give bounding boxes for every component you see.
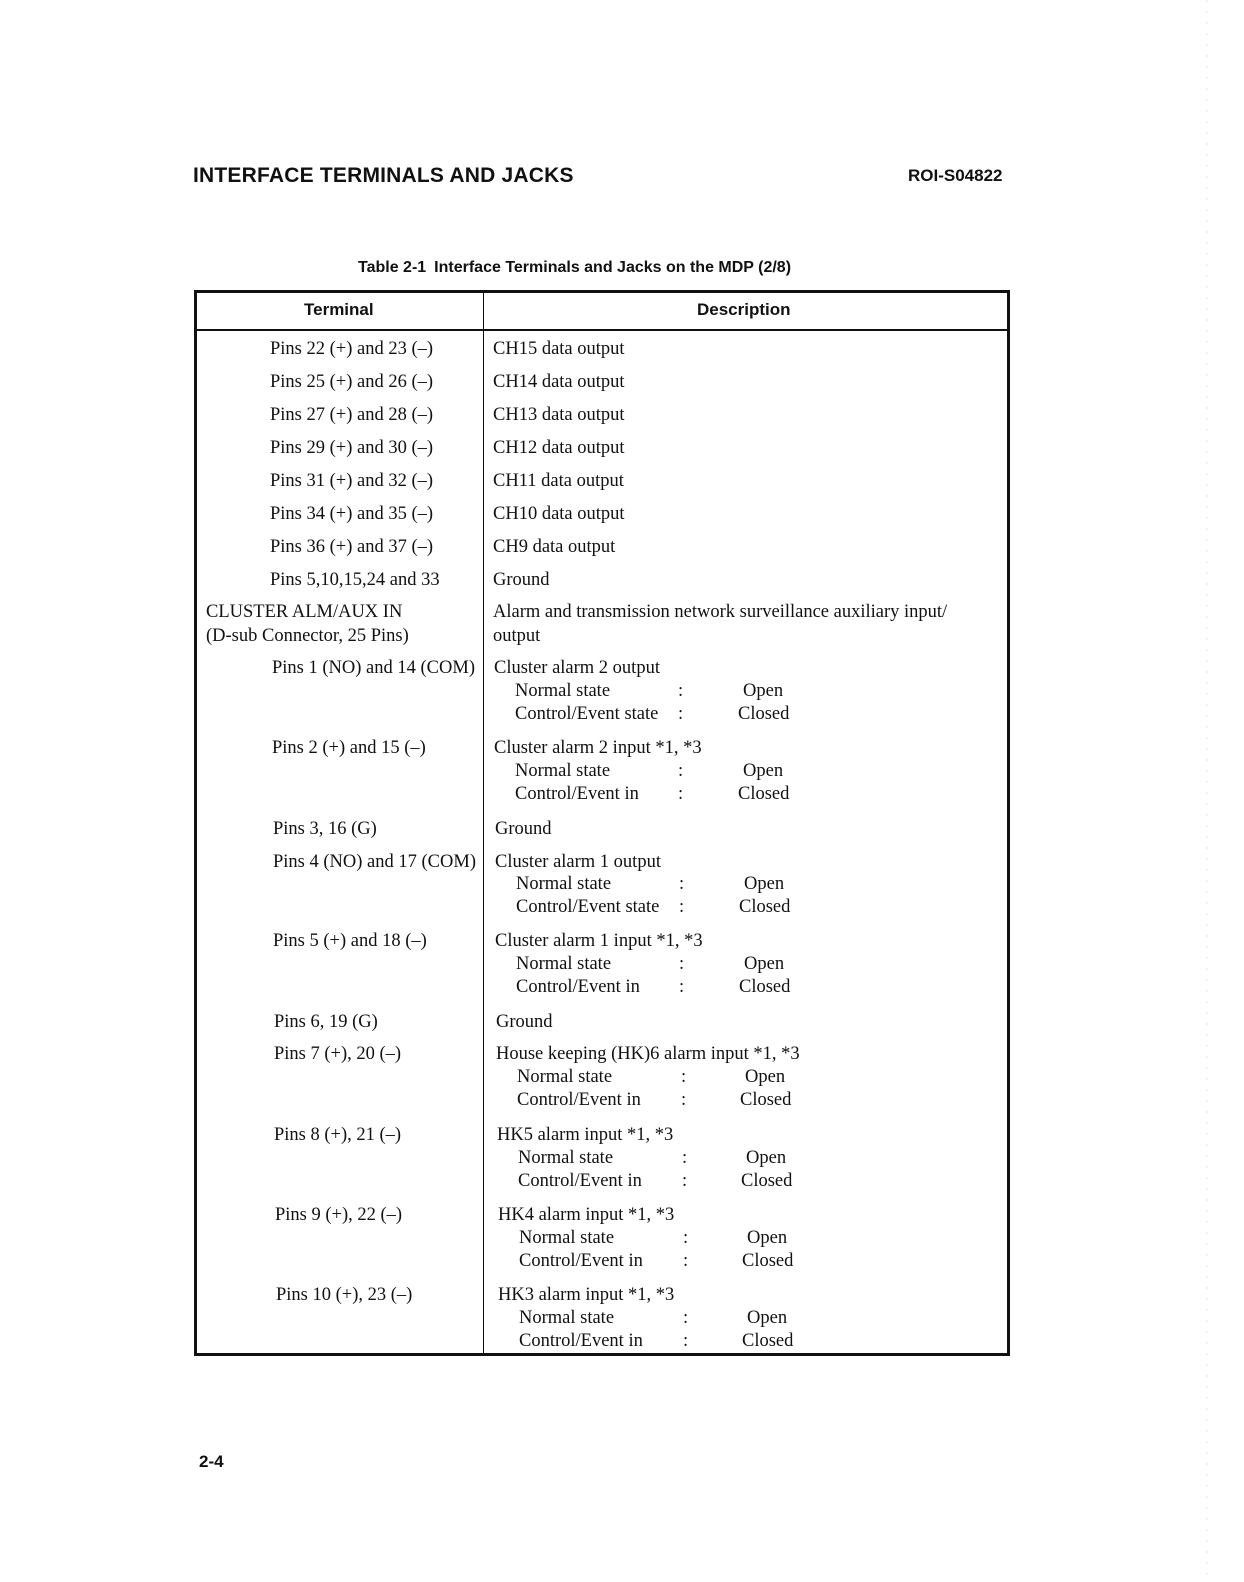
document-code: ROI-S04822 xyxy=(908,166,1003,185)
state-label: Control/Event in xyxy=(518,1171,642,1191)
description-cell: CH15 data output xyxy=(493,339,625,359)
column-divider xyxy=(483,293,484,1353)
terminal-cell: Pins 4 (NO) and 17 (COM) xyxy=(273,852,476,872)
terminal-cell: Pins 3, 16 (G) xyxy=(273,819,377,839)
terminal-cell: Pins 31 (+) and 32 (–) xyxy=(270,471,434,491)
terminal-cell: Pins 6, 19 (G) xyxy=(274,1012,378,1032)
state-label: Normal state xyxy=(515,761,611,781)
section-title: INTERFACE TERMINALS AND JACKS xyxy=(193,164,574,187)
state-separator: : xyxy=(681,1067,687,1087)
connector-name: CLUSTER ALM/AUX IN xyxy=(206,602,403,622)
state-separator: : xyxy=(678,681,684,701)
description-cell: CH10 data output xyxy=(493,504,625,524)
terminal-cell: Pins 9 (+), 22 (–) xyxy=(275,1205,403,1225)
state-label: Control/Event in xyxy=(515,784,639,804)
description-cell: HK4 alarm input *1, *3 xyxy=(498,1205,675,1225)
description-cell: CH13 data output xyxy=(493,405,625,425)
state-value: Closed xyxy=(741,1171,793,1191)
description-cell: Ground xyxy=(493,570,550,590)
state-separator: : xyxy=(679,977,685,997)
description-cell: CH9 data output xyxy=(493,537,616,557)
state-label: Control/Event in xyxy=(517,1090,641,1110)
state-label: Control/Event in xyxy=(519,1331,643,1351)
state-label: Control/Event in xyxy=(519,1251,643,1271)
description-cell: House keeping (HK)6 alarm input *1, *3 xyxy=(496,1044,800,1064)
table-number: Table 2-1 xyxy=(358,259,427,276)
terminal-cell: Pins 7 (+), 20 (–) xyxy=(274,1044,402,1064)
page-number: 2-4 xyxy=(199,1452,224,1471)
description-cell: Ground xyxy=(496,1012,553,1032)
state-separator: : xyxy=(682,1148,688,1168)
scan-edge-marks xyxy=(1204,0,1244,1582)
description-cell: Cluster alarm 1 input *1, *3 xyxy=(495,931,703,951)
connector-type: (D-sub Connector, 25 Pins) xyxy=(206,626,409,646)
state-value: Open xyxy=(744,954,785,974)
terminal-cell: Pins 29 (+) and 30 (–) xyxy=(270,438,434,458)
state-separator: : xyxy=(683,1251,689,1271)
description-cell: CH12 data output xyxy=(493,438,625,458)
state-value: Closed xyxy=(739,977,791,997)
state-value: Open xyxy=(746,1148,787,1168)
state-value: Closed xyxy=(742,1251,794,1271)
state-value: Open xyxy=(743,681,784,701)
description-cell: CH14 data output xyxy=(493,372,625,392)
state-separator: : xyxy=(681,1090,687,1110)
state-value: Open xyxy=(744,874,785,894)
header-terminal: Terminal xyxy=(304,300,374,319)
state-label: Control/Event state xyxy=(516,897,660,917)
terminal-cell: Pins 5,10,15,24 and 33 xyxy=(270,570,440,590)
state-label: Normal state xyxy=(519,1228,615,1248)
description-cell: HK5 alarm input *1, *3 xyxy=(497,1125,674,1145)
state-label: Normal state xyxy=(516,874,612,894)
state-separator: : xyxy=(679,954,685,974)
terminal-cell: Pins 34 (+) and 35 (–) xyxy=(270,504,434,524)
state-separator: : xyxy=(679,897,685,917)
interface-table xyxy=(194,290,1010,1356)
state-value: Open xyxy=(745,1067,786,1087)
table-title: Interface Terminals and Jacks on the MDP (2/8) xyxy=(434,259,792,276)
state-label: Control/Event state xyxy=(515,704,659,724)
connector-description: Alarm and transmission network surveillance auxiliary input/ xyxy=(493,602,948,622)
state-value: Open xyxy=(743,761,784,781)
description-cell: CH11 data output xyxy=(493,471,624,491)
state-separator: : xyxy=(683,1308,689,1328)
state-label: Normal state xyxy=(515,681,611,701)
state-value: Closed xyxy=(739,897,791,917)
description-cell: Ground xyxy=(495,819,552,839)
state-value: Closed xyxy=(742,1331,794,1351)
state-label: Normal state xyxy=(519,1308,615,1328)
terminal-cell: Pins 10 (+), 23 (–) xyxy=(276,1285,413,1305)
state-label: Normal state xyxy=(516,954,612,974)
terminal-cell: Pins 36 (+) and 37 (–) xyxy=(270,537,434,557)
state-value: Open xyxy=(747,1308,788,1328)
terminal-cell: Pins 22 (+) and 23 (–) xyxy=(270,339,434,359)
terminal-cell: Pins 5 (+) and 18 (–) xyxy=(273,931,427,951)
state-label: Normal state xyxy=(517,1067,613,1087)
state-label: Control/Event in xyxy=(516,977,640,997)
state-separator: : xyxy=(679,874,685,894)
state-value: Closed xyxy=(738,704,790,724)
state-value: Open xyxy=(747,1228,788,1248)
terminal-cell: Pins 25 (+) and 26 (–) xyxy=(270,372,434,392)
terminal-cell: Pins 2 (+) and 15 (–) xyxy=(272,738,426,758)
terminal-cell: Pins 27 (+) and 28 (–) xyxy=(270,405,434,425)
header-description: Description xyxy=(697,300,791,319)
connector-description-cont: output xyxy=(493,626,541,646)
description-cell: Cluster alarm 2 output xyxy=(494,658,660,678)
table-caption xyxy=(358,259,791,277)
state-value: Closed xyxy=(740,1090,792,1110)
state-separator: : xyxy=(678,704,684,724)
state-separator: : xyxy=(678,784,684,804)
state-separator: : xyxy=(678,761,684,781)
state-separator: : xyxy=(682,1171,688,1191)
description-cell: Cluster alarm 1 output xyxy=(495,852,661,872)
state-separator: : xyxy=(683,1331,689,1351)
header-divider xyxy=(197,329,1007,331)
state-separator: : xyxy=(683,1228,689,1248)
state-label: Normal state xyxy=(518,1148,614,1168)
state-value: Closed xyxy=(738,784,790,804)
description-cell: HK3 alarm input *1, *3 xyxy=(498,1285,675,1305)
terminal-cell: Pins 8 (+), 21 (–) xyxy=(274,1125,402,1145)
terminal-cell: Pins 1 (NO) and 14 (COM) xyxy=(272,658,475,678)
description-cell: Cluster alarm 2 input *1, *3 xyxy=(494,738,702,758)
